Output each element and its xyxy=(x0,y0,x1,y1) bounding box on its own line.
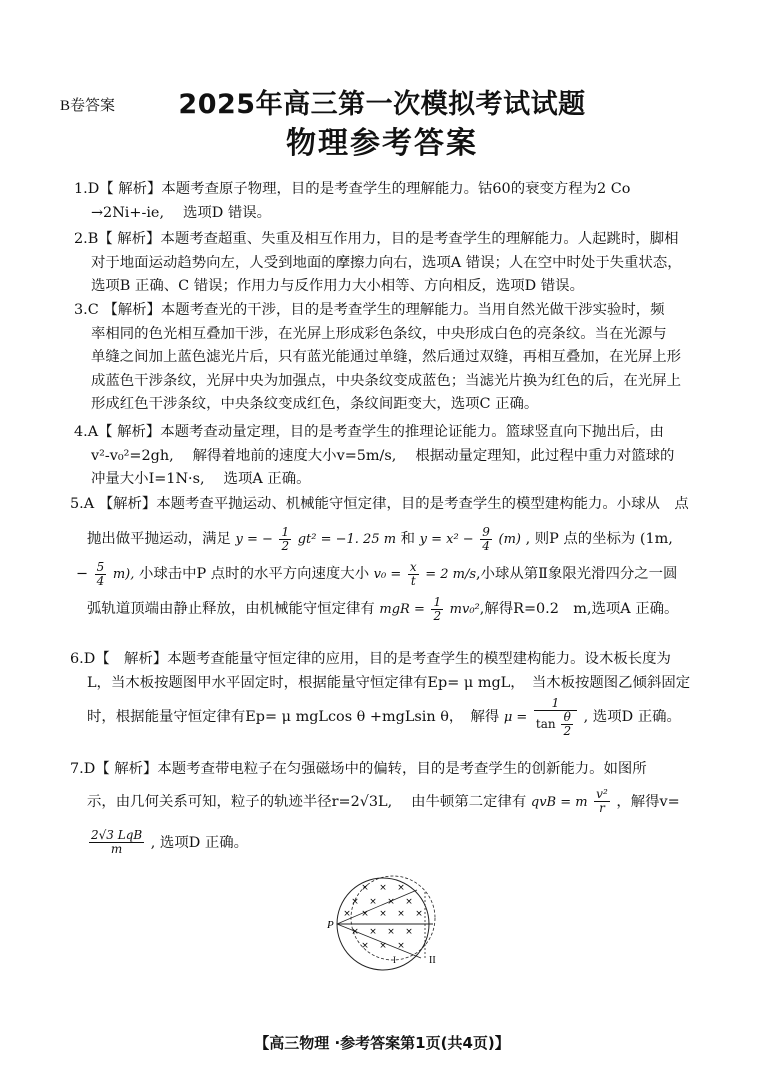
label-ii: II xyxy=(429,955,436,966)
q5-frac-half xyxy=(279,526,291,553)
field-cross: × xyxy=(361,909,369,919)
field-cross: × xyxy=(397,941,405,951)
answer-q6 xyxy=(70,648,690,740)
q5-frac-5-den: 4 xyxy=(96,573,105,588)
answer-q4 xyxy=(74,421,694,492)
q5-mgR: mgR = xyxy=(379,602,425,617)
answer-q3 xyxy=(74,299,694,417)
answer-q5 xyxy=(70,487,690,627)
q3-line4: 成蓝色干涉条纹，光屏中央为加强点，中央条纹变成蓝色；当滤光片换为红色的后，在光屏上 xyxy=(91,372,682,389)
q7-frac-v-num: 2√3 LqB xyxy=(91,828,143,842)
q4-line2: v²-v₀²=2gh, 解得着地前的速度大小v=5m/s, 根据动量定理知，此过程中重力对篮球的 xyxy=(91,447,675,464)
q6-l3-text: 时，根据能量守恒定律有Ep= μ mgLcos θ +mgLsin θ， 解得 xyxy=(87,709,500,725)
q6-tan: tan xyxy=(535,716,556,731)
q4-line3: 冲量大小I=1N·s, 选项A 正确。 xyxy=(91,471,311,487)
label-p: P xyxy=(327,919,334,931)
q5-mv2: mv₀² xyxy=(449,602,480,617)
field-cross: × xyxy=(379,909,387,919)
q5-frac-half2-num: 1 xyxy=(433,594,442,609)
q3-line1: 3.C 【解析】本题考查光的干涉，目的是考查学生的理解能力。当用自然光做干涉实验时，频 xyxy=(74,302,665,318)
q5-frac-x: x xyxy=(409,559,417,574)
q6-line2: L，当木板按题图甲水平固定时，根据能量守恒定律有Ep= μ mgL， 当木板按题图乙倾斜固定 xyxy=(87,674,691,691)
q5-frac-t: t xyxy=(410,573,416,588)
q5-eq2-unit: (m) xyxy=(498,532,521,547)
q5-unit-m: m), xyxy=(112,567,135,582)
q6-frac-half-theta xyxy=(561,711,573,738)
q5-energy-text: 弧轨道顶端由静止释放，由机械能守恒定律有 xyxy=(87,601,375,617)
q5-quadrant-text: ,小球从第Ⅱ象限光滑四分之一圆 xyxy=(476,566,678,582)
field-cross: × xyxy=(387,927,395,937)
q7-frac-r: r xyxy=(599,801,605,815)
q5-point-text: , 则P 点的坐标为 (1m, xyxy=(525,531,673,547)
q5-result: ,解得R=0.2 m,选项A 正确。 xyxy=(479,601,679,617)
answer-q7 xyxy=(70,758,690,863)
q7-line3 xyxy=(70,823,690,863)
q6-result: , 选项D 正确。 xyxy=(583,709,681,725)
q3-line2: 率相同的色光相互叠加干涉，在光屏上形成彩色条纹，中央形成白色的亮条纹。当在光源与 xyxy=(91,325,667,342)
q5-l2-text: 抛出做平抛运动，满足 xyxy=(87,531,231,547)
q5-frac-fivequarters xyxy=(95,561,107,588)
q5-line3 xyxy=(70,557,690,592)
field-cross: × xyxy=(369,927,377,937)
q7-result: , 选项D 正确。 xyxy=(150,834,248,851)
q5-eq1-lhs: y = − xyxy=(235,532,273,547)
q7-frac-v2r xyxy=(594,788,610,815)
q1-line1: 1.D【 解析】本题考查原子物理，目的是考查学生的理解能力。钴60的衰变方程为2 Co xyxy=(74,181,631,197)
field-cross: × xyxy=(351,897,359,907)
q7-frac-v2: v² xyxy=(596,787,608,801)
q7-frac-v-den: m xyxy=(110,842,123,856)
q5-frac-half2 xyxy=(431,596,443,623)
field-cross: × xyxy=(351,927,359,937)
q5-v0: v₀ = xyxy=(373,567,402,582)
field-crosses xyxy=(343,883,423,951)
field-cross: × xyxy=(379,883,387,893)
field-cross: × xyxy=(361,941,369,951)
answer-q2 xyxy=(74,228,694,299)
answer-key-title: 物理参考答案 xyxy=(286,126,478,161)
page-footer: 【高三物理 ·参考答案第1页(共4页)】 xyxy=(254,1034,510,1052)
q7-frac-v xyxy=(89,829,144,856)
q7-line1: 7.D【 解析】本题考查带电粒子在匀强磁场中的偏转，目的是考查学生的创新能力。如图所 xyxy=(70,761,647,777)
q5-frac-half-num: 1 xyxy=(281,524,290,539)
q6-mu: μ = xyxy=(503,710,528,725)
q5-frac-5-num: 5 xyxy=(96,559,105,574)
field-cross: × xyxy=(343,909,351,919)
q6-frac-den xyxy=(534,711,577,738)
q5-velocity-text: 小球击中P 点时的水平方向速度大小 xyxy=(138,566,370,582)
q5-frac-9-num: 9 xyxy=(482,524,490,539)
q6-frac-mu xyxy=(534,697,577,738)
q5-frac-half-den: 2 xyxy=(281,538,290,553)
q4-line1: 4.A【 解析】本题考查动量定理，目的是考查学生的推理论证能力。篮球竖直向下抛出后，由 xyxy=(74,424,664,440)
q5-v0-value: = 2 m/s xyxy=(425,567,477,582)
q6-theta: θ xyxy=(561,711,573,725)
q7-qvB: qvB = m xyxy=(530,794,588,810)
exam-title: 2025年高三第一次模拟考试试题 xyxy=(178,89,586,120)
q6-two: 2 xyxy=(563,723,572,738)
field-cross: × xyxy=(369,897,377,907)
paper-version-tag: B卷答案 xyxy=(60,98,116,114)
field-cross: × xyxy=(361,883,369,893)
q2-line1: 2.B【 解析】本题考查超重、失重及相互作用力，目的是考查学生的理解能力。人起跳时，脚相 xyxy=(74,231,679,247)
q6-line3 xyxy=(70,695,690,740)
q1-line2: →2Ni+-ie, 选项D 错误。 xyxy=(91,204,272,221)
q6-frac-num: 1 xyxy=(534,697,577,711)
q3-line3: 单缝之间加上蓝色滤光片后，只有蓝光能通过单缝，然后通过双缝，再相互叠加，在光屏上形 xyxy=(91,349,682,365)
magnetic-field-trajectory-figure xyxy=(325,868,445,978)
q7-l2-text: 示，由几何关系可知，粒子的轨迹半径r=2√3L, 由牛顿第二定律有 xyxy=(87,793,527,810)
q5-frac-xt xyxy=(408,561,419,588)
field-cross: × xyxy=(397,909,405,919)
field-cross: × xyxy=(405,897,413,907)
q5-line2 xyxy=(70,522,690,557)
q7-solve-text: ，解得v= xyxy=(616,793,680,810)
q6-line1: 6.D【 解析】本题考查能量守恒定律的应用，目的是考查学生的模型建构能力。设木板长度为 xyxy=(70,651,671,667)
q7-line2 xyxy=(70,782,690,823)
q2-line2: 对于地面运动趋势向左，人受到地面的摩擦力向右，选项A 错误；人在空中时处于失重状态， xyxy=(91,254,682,271)
q2-line3: 选项B 正确、C 错误；作用力与反作用力大小相等、方向相反，选项D 错误。 xyxy=(91,278,584,294)
q5-eq2-lhs: y = x² − xyxy=(419,532,474,547)
q5-frac-ninequarters xyxy=(480,526,492,553)
field-cross: × xyxy=(415,909,423,919)
q3-line5: 形成红色干涉条纹，中央条纹变成红色，条纹间距变大，选项C 正确。 xyxy=(91,396,539,412)
field-cross: × xyxy=(387,897,395,907)
q5-minus: − xyxy=(76,566,89,582)
field-cross: × xyxy=(397,883,405,893)
q5-frac-half2-den: 2 xyxy=(433,608,442,623)
q5-and: 和 xyxy=(400,531,416,547)
field-cross: × xyxy=(379,941,387,951)
label-i: I xyxy=(393,955,396,965)
q5-eq1-rhs: gt² = −1. 25 m xyxy=(297,532,397,547)
field-cross: × xyxy=(405,927,413,937)
q5-frac-9-den: 4 xyxy=(482,538,490,553)
q5-line4 xyxy=(70,592,690,627)
q5-line1: 5.A 【解析】本题考查平抛运动、机械能守恒定律，目的是考查学生的模型建构能力。小球从 点 xyxy=(70,496,689,512)
answer-q1 xyxy=(74,178,694,225)
